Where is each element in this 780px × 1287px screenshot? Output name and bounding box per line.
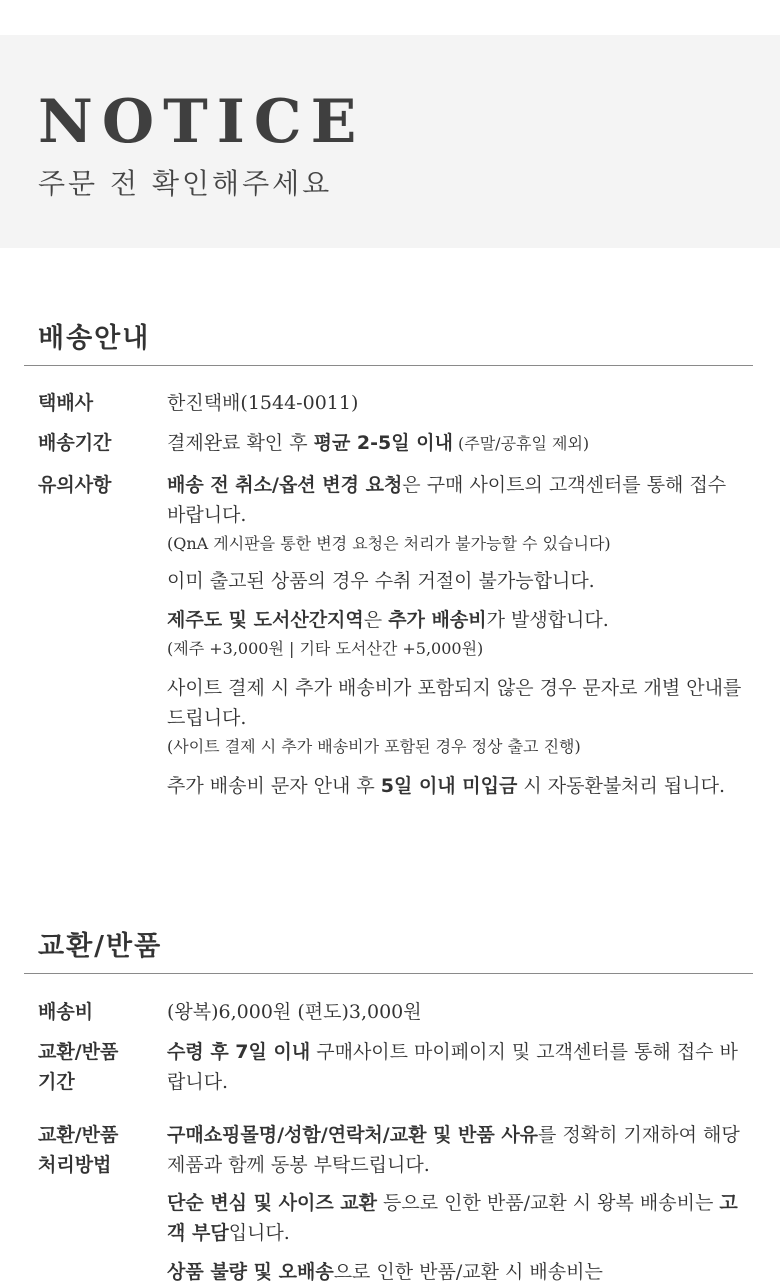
return-method-label-2: 처리방법 xyxy=(38,1154,112,1176)
courier-value: 한진택배(1544-0011) xyxy=(167,392,359,414)
method-change-burden: 고객 부담 xyxy=(167,1192,738,1244)
return-method-label xyxy=(38,1120,163,1180)
return-period-value xyxy=(167,1037,742,1097)
period-value xyxy=(167,428,742,458)
note-sms-sub: (사이트 결제 시 추가 배송비가 포함된 경우 정상 출고 진행) xyxy=(167,737,581,756)
return-period-emphasis: 수령 후 7일 이내 xyxy=(167,1041,311,1063)
note-refusal: 이미 출고된 상품의 경우 수취 거절이 불가능합니다. xyxy=(167,570,595,592)
method-defect-emphasis: 상품 불량 및 오배송 xyxy=(167,1261,334,1283)
return-period-label xyxy=(38,1037,163,1097)
method-info-text: 를 정확히 기재하여 해당 제품과 함께 동봉 부탁드립니다. xyxy=(167,1124,740,1176)
return-fee-value: (왕복)6,000원 (편도)3,000원 xyxy=(167,1001,422,1023)
notice-banner xyxy=(0,35,780,248)
period-note: (주말/공휴일 제외) xyxy=(452,434,590,453)
note-island xyxy=(167,605,742,663)
method-change-text-b: 입니다. xyxy=(228,1222,290,1244)
method-change-of-mind xyxy=(167,1188,742,1248)
return-fee-label: 배송비 xyxy=(38,1001,94,1023)
note-island-sub: (제주 +3,000원 | 기타 도서산간 +5,000원) xyxy=(167,639,484,658)
note-cancel-emphasis: 배송 전 취소/옵션 변경 요청 xyxy=(167,474,403,496)
top-gap xyxy=(0,0,780,35)
note-refund-text-a: 추가 배송비 문자 안내 후 xyxy=(167,775,381,797)
method-defect xyxy=(167,1257,742,1287)
note-refund-emphasis: 5일 이내 미입금 xyxy=(380,775,518,797)
return-period-label-2: 기간 xyxy=(38,1071,75,1093)
note-island-text-a: 은 xyxy=(363,609,389,631)
notice-title: NOTICE xyxy=(38,87,366,157)
period-label: 배송기간 xyxy=(38,432,112,454)
method-info-emphasis: 구매쇼핑몰명/성함/연락처/교환 및 반품 사유 xyxy=(167,1124,539,1146)
note-island-fee: 추가 배송비 xyxy=(388,609,487,631)
note-cancel-text: 은 구매 사이트의 고객센터를 통해 접수 바랍니다. xyxy=(167,474,727,526)
note-sms-text: 사이트 결제 시 추가 배송비가 포함되지 않은 경우 문자로 개별 안내를 드립니다. xyxy=(167,677,742,729)
section-divider xyxy=(24,973,753,974)
courier-label: 택배사 xyxy=(38,392,94,414)
return-method-label-1: 교환/반품 xyxy=(38,1124,119,1146)
period-emphasis: 평균 2-5일 이내 xyxy=(313,432,453,454)
period-text-a: 결제완료 확인 후 xyxy=(167,432,314,454)
shipping-section-header xyxy=(24,316,753,366)
notice-subtitle: 주문 전 확인해주세요 xyxy=(38,167,333,200)
returns-section-header xyxy=(24,924,753,974)
method-defect-text: 으로 인한 반품/교환 시 배송비는 xyxy=(333,1261,603,1283)
note-refund xyxy=(167,771,742,801)
method-info xyxy=(167,1120,742,1180)
note-sms xyxy=(167,673,742,761)
section-divider xyxy=(24,365,753,366)
return-period-label-1: 교환/반품 xyxy=(38,1041,119,1063)
note-cancel xyxy=(167,470,742,558)
note-cancel-sub: (QnA 게시판을 통한 변경 요청은 처리가 불가능할 수 있습니다) xyxy=(167,534,611,553)
note-island-text-b: 가 발생합니다. xyxy=(486,609,609,631)
note-island-emphasis: 제주도 및 도서산간지역 xyxy=(167,609,364,631)
returns-section-title: 교환/반품 xyxy=(38,931,163,962)
shipping-section-title: 배송안내 xyxy=(38,323,151,354)
notes-label: 유의사항 xyxy=(38,474,112,496)
method-change-emphasis: 단순 변심 및 사이즈 교환 xyxy=(167,1192,377,1214)
note-refund-text-b: 시 자동환불처리 됩니다. xyxy=(517,775,726,797)
method-change-text-a: 등으로 인한 반품/교환 시 왕복 배송비는 xyxy=(377,1192,720,1214)
return-period-text: 구매사이트 마이페이지 및 고객센터를 통해 접수 바랍니다. xyxy=(167,1041,738,1093)
